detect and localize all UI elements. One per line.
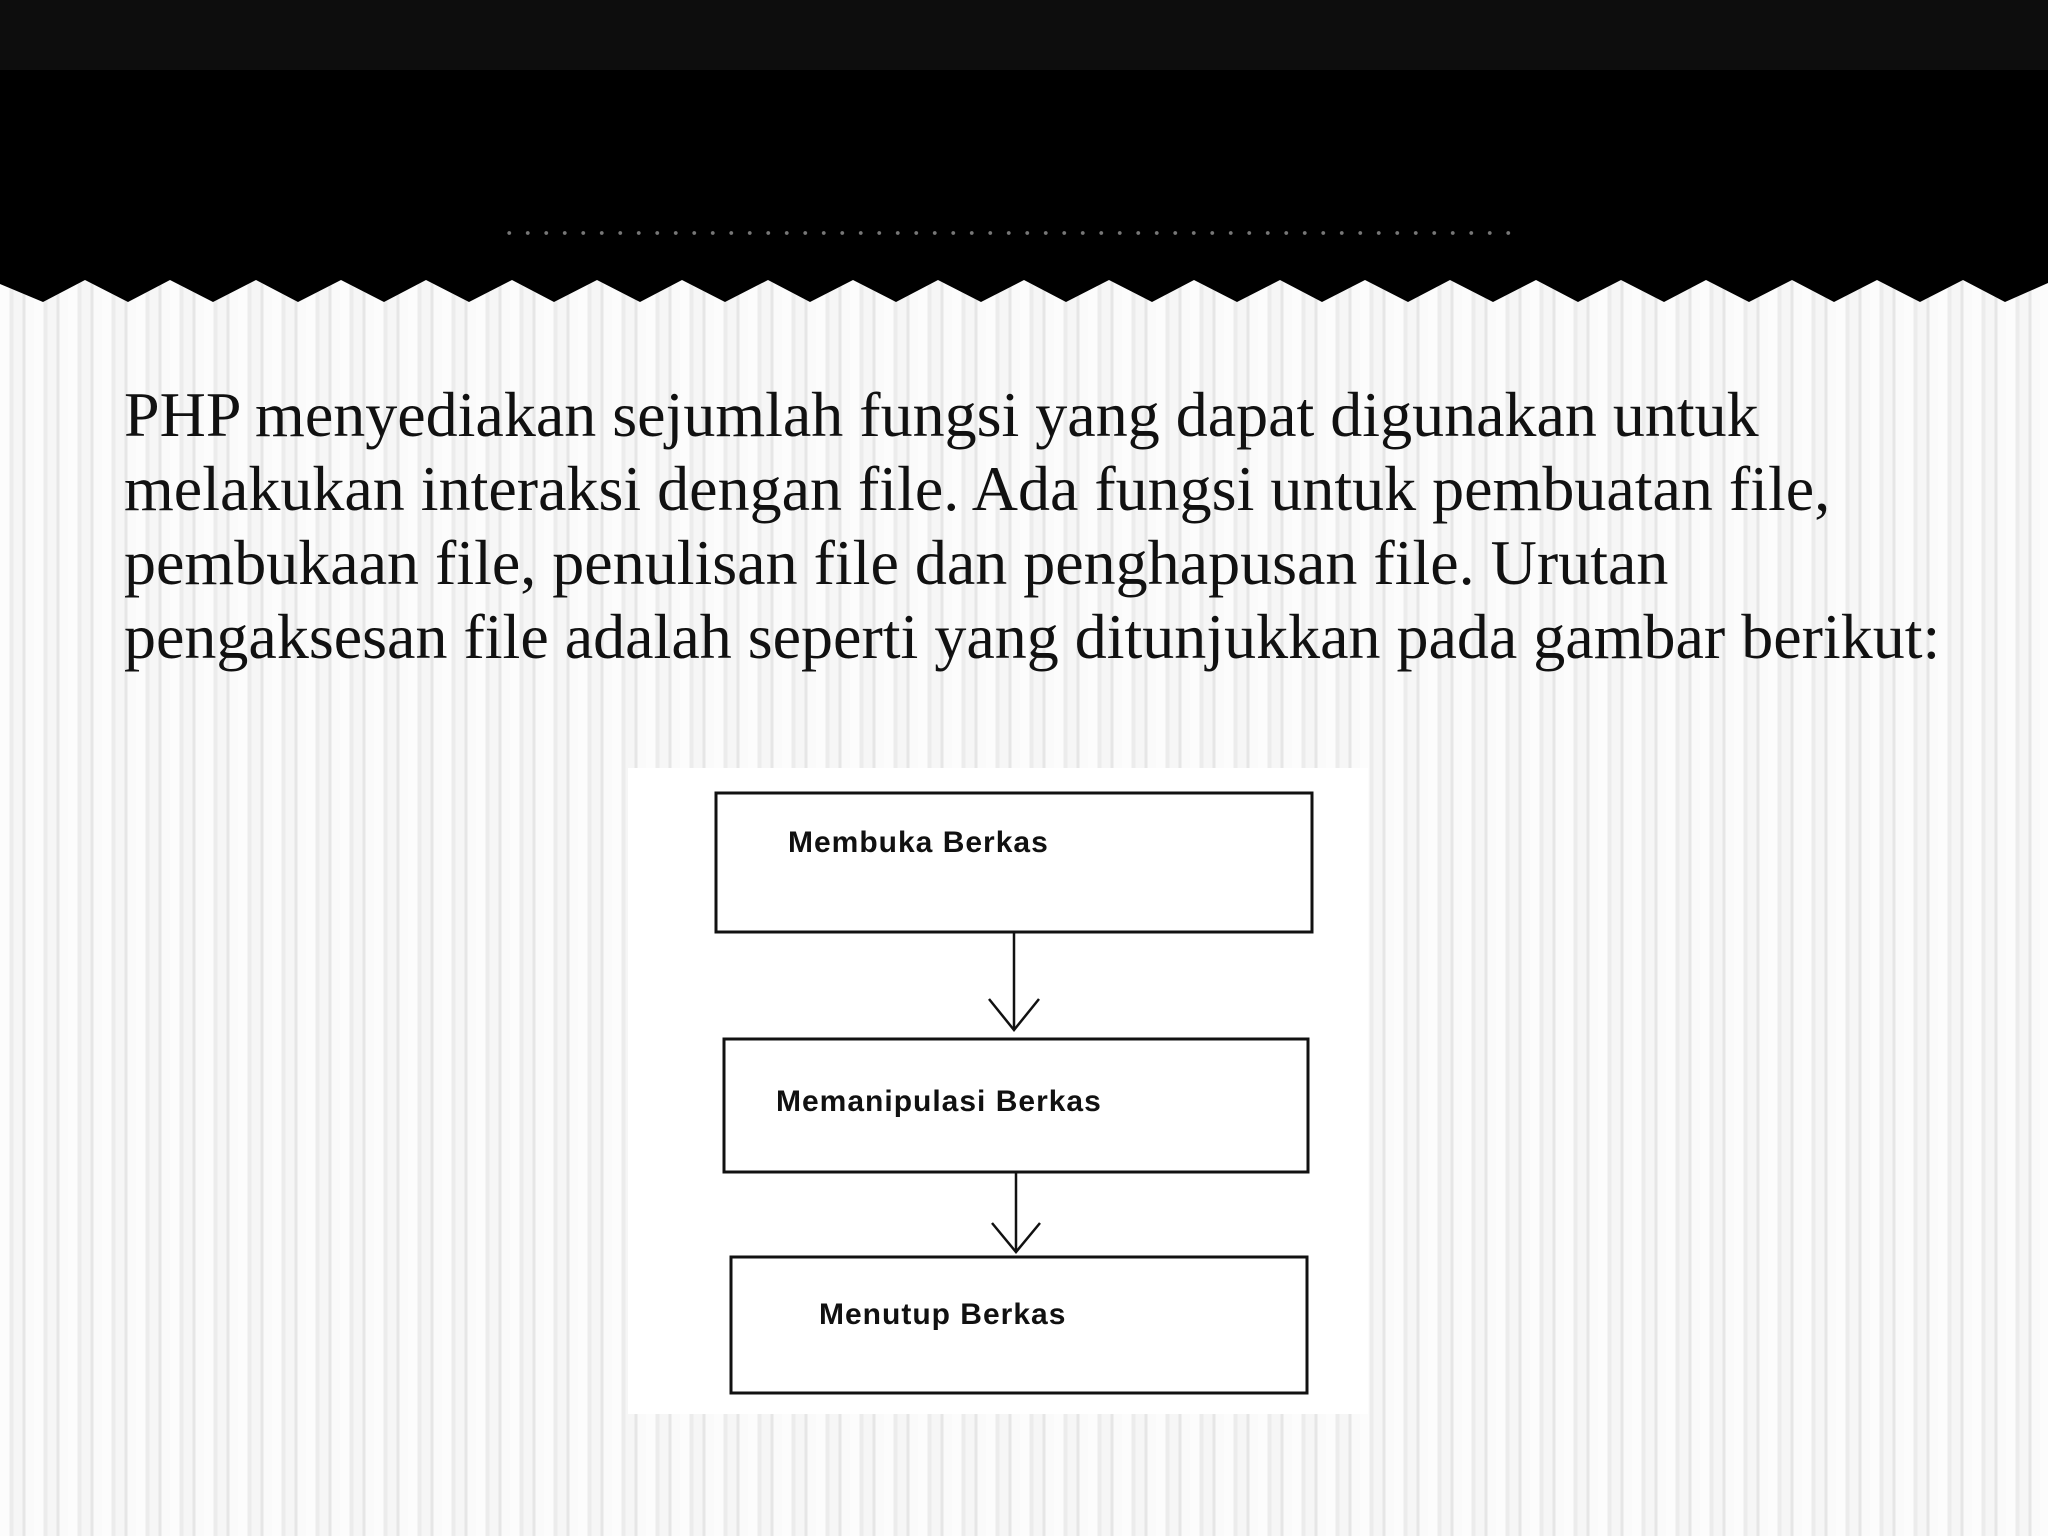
flow-node-close <box>731 1257 1307 1393</box>
flowchart-figure <box>628 768 1368 1414</box>
flow-node-open <box>716 793 1312 932</box>
flow-node-open-label: Membuka Berkas <box>788 826 1049 859</box>
flow-node-manipulate <box>724 1039 1308 1172</box>
header-band <box>0 0 2048 320</box>
flow-node-close-label: Menutup Berkas <box>819 1298 1067 1331</box>
dotted-divider <box>500 228 1520 238</box>
header-top-strip <box>0 0 2048 70</box>
flow-node-manipulate-label: Memanipulasi Berkas <box>776 1085 1102 1118</box>
flow-edge-manipulate-to-close <box>992 1172 1040 1252</box>
flow-edge-open-to-manipulate <box>989 932 1039 1030</box>
body-paragraph: PHP menyediakan sejumlah fungsi yang dapat digunakan untuk melakukan interaksi dengan file. Ada fungsi untuk pembuatan file, pembukaan file, penulisan file dan penghapusan file. Urutan pengaksesan file adalah seperti yang ditunjukkan pada gambar berikut: <box>124 379 1941 672</box>
